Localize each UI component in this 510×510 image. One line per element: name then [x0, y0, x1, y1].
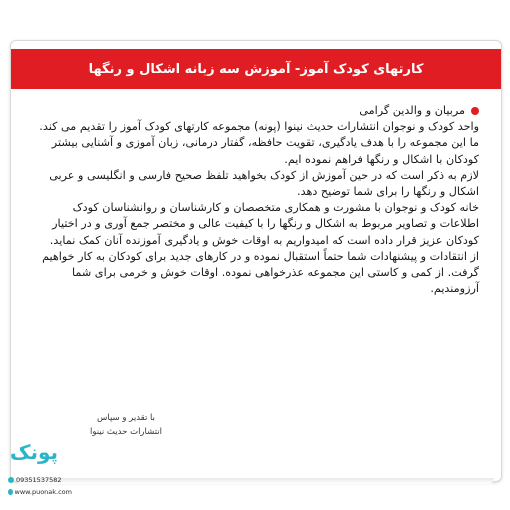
website-row: [8, 488, 72, 496]
paragraph-1: واحد کودک و نوجوان انتشارات حدیث نینوا (پونه) مجموعه کارتهای کودک آموز را تقدیم می کند.: [39, 120, 479, 134]
signature: [71, 411, 181, 439]
paragraph-5: از انتقادات و پیشنهادات شما حتماً استقبال نموده و در کارهای جدید برای کودکان به کار خواهیم گرفت. از کمی و کاستی این مجموعه عذرخواهی نموده. اوقات خوش و خرمی برای شما آرزومندیم.: [42, 249, 479, 296]
watermark-logo: [6, 440, 72, 506]
banner-title: کارتهای کودک آموز- آموزش سه زبانه اشکال و رنگها: [88, 61, 424, 77]
website-url: www.puonak.com: [14, 488, 72, 496]
bullet-icon: [471, 107, 479, 115]
title-banner: [11, 49, 501, 89]
paragraph-2: ما این مجموعه را با هدف یادگیری، تقویت حافظه، گفتار درمانی، زبان آموزی و آشنایی بیشتر کودکان با اشکال و رنگها فراهم نموده ایم.: [51, 136, 479, 166]
paragraph-4: خانه کودک و نوجوان با مشورت و همکاری متخصصان و کارشناسان و روانشناسان کودک اطلاعات و تصاویر مربوط به اشکال و رنگها را با کیفیت عالی و مختصر جمع آوری و در اختیار کودکان عزیز قرار داده است که امیدواریم به اوقات خوش و یادگیری آموزنده آنان کمک نماید.: [49, 201, 479, 247]
greeting-line: [33, 103, 479, 119]
signature-line-1: با تقدیر و سپاس: [96, 413, 155, 423]
card-edge-shadow: [16, 478, 494, 484]
globe-icon: [8, 489, 13, 495]
greeting-text: مربیان و والدین گرامی: [359, 104, 465, 117]
phone-icon: [8, 477, 14, 483]
phone-row: [8, 476, 72, 484]
paragraph-3: لازم به ذکر است که در حین آموزش از کودک بخواهید تلفظ صحیح فارسی و انگلیسی و عربی اشکال و رنگها را برای شما توضیح دهد.: [49, 168, 479, 199]
letter-body: [33, 103, 479, 297]
signature-line-2: انتشارات حدیث نینوا: [89, 427, 162, 437]
brand-logo: پونک: [9, 440, 59, 464]
info-card: [10, 40, 502, 482]
phone-number: 09351537582: [16, 476, 62, 484]
